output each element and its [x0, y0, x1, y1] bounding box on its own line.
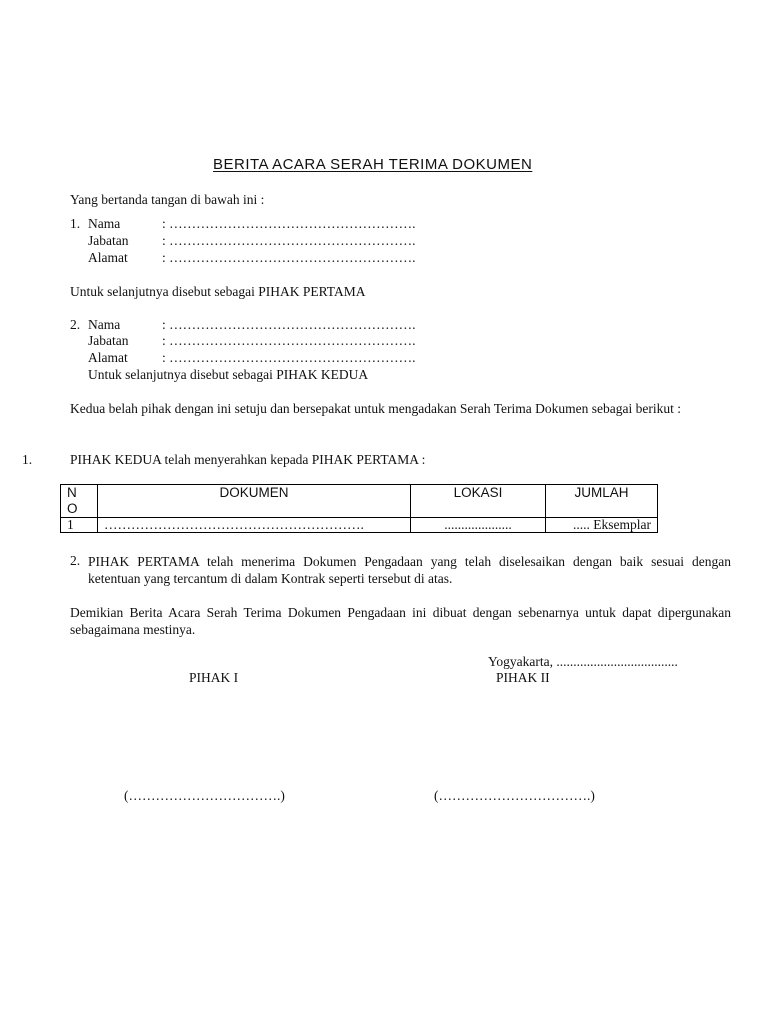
place-date: Yogyakarta, .................................... [488, 654, 678, 669]
row-lokasi: .................... [411, 518, 546, 533]
party2-alamat-label: Alamat [88, 350, 128, 365]
signature-line-pihak2: (…………………………….) [434, 788, 595, 803]
party1-alamat-label: Alamat [88, 250, 128, 265]
table-header-row [61, 485, 658, 518]
point1-number: 1. [22, 452, 33, 467]
party1-name-label: Nama [88, 216, 121, 231]
row-dokumen: …………………………………………………. [98, 518, 411, 533]
party2-alamat-value: : ………………………………………………. [162, 350, 416, 365]
header-lokasi: LOKASI [411, 485, 546, 518]
row-no: 1 [61, 518, 98, 533]
party1-jabatan-label: Jabatan [88, 233, 129, 248]
header-no [61, 485, 98, 518]
point2-number: 2. [70, 553, 81, 568]
party2-number: 2. [70, 317, 81, 332]
intro-text: Yang bertanda tangan di bawah ini : [70, 192, 265, 207]
party1-number: 1. [70, 216, 81, 231]
row-jumlah: ..... Eksemplar [546, 518, 658, 533]
header-no-line2: O [67, 501, 78, 516]
point2-text: PIHAK PERTAMA telah menerima Dokumen Pengadaan yang telah diselesaikan dengan baik sesuai dengan ketentuan yang tercantum di dalam Kontrak seperti tersebut di atas. [88, 554, 731, 586]
document-table [60, 484, 658, 533]
signature-line-pihak1: (…………………………….) [124, 788, 285, 803]
document-title: BERITA ACARA SERAH TERIMA DOKUMEN [213, 156, 533, 173]
party1-alamat-value: : ………………………………………………. [162, 250, 416, 265]
header-jumlah: JUMLAH [546, 485, 658, 518]
party2-jabatan-value: : ………………………………………………. [162, 333, 416, 348]
closing-paragraph: Demikian Berita Acara Serah Terima Dokumen Pengadaan ini dibuat dengan sebenarnya untuk dapat dipergunakan sebagaimana mestinya. [70, 605, 731, 637]
party1-jabatan-value: : ………………………………………………. [162, 233, 416, 248]
party2-jabatan-label: Jabatan [88, 333, 129, 348]
header-no-line1: N [67, 485, 77, 500]
agreement-paragraph: Kedua belah pihak dengan ini setuju dan bersepakat untuk mengadakan Serah Terima Dokumen sebagai berikut : [70, 401, 681, 416]
party2-note: Untuk selanjutnya disebut sebagai PIHAK KEDUA [88, 367, 369, 382]
party2-name-value: : ………………………………………………. [162, 317, 416, 332]
party1-note: Untuk selanjutnya disebut sebagai PIHAK PERTAMA [70, 284, 366, 299]
signature-label-pihak1: PIHAK I [189, 670, 239, 685]
party2-name-label: Nama [88, 317, 121, 332]
table-row [61, 518, 658, 533]
party1-name-value: : ………………………………………………. [162, 216, 416, 231]
signature-label-pihak2: PIHAK II [496, 670, 550, 685]
header-dokumen: DOKUMEN [98, 485, 411, 518]
point1-text: PIHAK KEDUA telah menyerahkan kepada PIHAK PERTAMA : [70, 452, 426, 467]
